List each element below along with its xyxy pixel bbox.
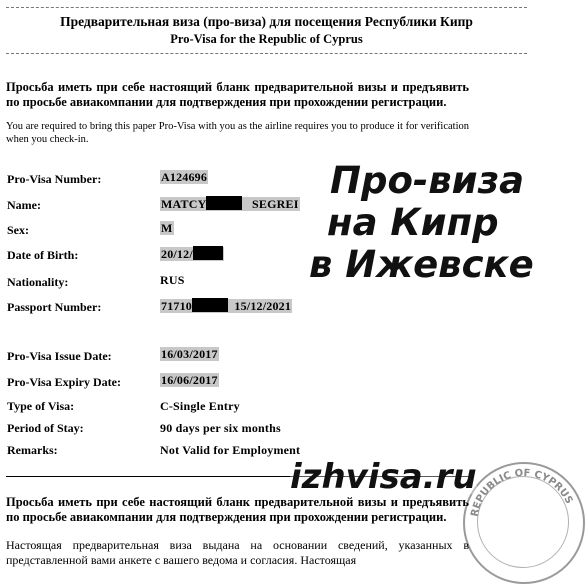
redaction-bar — [206, 196, 242, 210]
field-value-nationality: RUS — [160, 273, 185, 287]
field-value-issue-date — [160, 347, 219, 362]
field-label-issue-date: Pro-Visa Issue Date: — [7, 349, 112, 363]
overlay-line-2: на Кипр — [327, 201, 499, 244]
field-value-dob — [160, 246, 224, 262]
document-title-en: Pro-Visa for the Republic of Cyprus — [170, 32, 363, 46]
field-value-remarks: Not Valid for Employment — [160, 443, 301, 457]
sex-value: M — [161, 221, 173, 235]
stamp-ring-text — [465, 464, 583, 582]
overlay-line-1: Про-виза — [330, 159, 525, 202]
name-part-1: MATCY — [161, 197, 207, 211]
document-title-ru: Предварительная виза (про-виза) для посещения Республики Кипр — [60, 14, 473, 29]
field-label-period: Period of Stay: — [7, 421, 84, 435]
passport-expiry: 15/12/2021 — [234, 299, 292, 313]
svg-text:REPUBLIC OF CYPRUS — [469, 468, 574, 518]
field-label-nationality: Nationality: — [7, 275, 69, 289]
passport-number: 71710 — [161, 299, 192, 313]
issue-date: 16/03/2017 — [161, 347, 218, 361]
field-label-visa-type: Type of Visa: — [7, 399, 75, 413]
redaction-bar — [193, 246, 223, 260]
field-label-passport: Passport Number: — [7, 300, 102, 314]
header-dashed-rule — [6, 53, 527, 54]
field-label-number: Pro-Visa Number: — [7, 172, 102, 186]
field-label-name: Name: — [7, 198, 41, 212]
notice-bottom-ru: Просьба иметь при себе настоящий бланк предварительной визы и предъявить по просьбе авиакомпании для подтверждения при прохождении регистрации. — [6, 495, 469, 524]
field-value-visa-type: C-Single Entry — [160, 399, 240, 413]
dob-value: 20/12/ — [161, 247, 193, 261]
overlay-line-3: в Ижевске — [309, 243, 534, 286]
top-dashed-rule — [6, 7, 527, 8]
pro-visa-number: A124696 — [161, 170, 208, 184]
field-value-expiry-date — [160, 373, 219, 388]
field-label-remarks: Remarks: — [7, 443, 58, 457]
field-label-expiry-date: Pro-Visa Expiry Date: — [7, 375, 121, 389]
field-value-number — [160, 170, 208, 185]
overlay-website: izhvisa.ru — [290, 457, 477, 497]
name-part-2: SEGREI — [252, 197, 299, 211]
notice-top-en: You are required to bring this paper Pro-Visa with you as the airline requires you to produce it for verification when you check-in. — [6, 121, 469, 145]
field-value-sex — [160, 221, 174, 236]
field-label-sex: Sex: — [7, 223, 29, 237]
field-value-passport — [160, 298, 292, 314]
redaction-bar — [192, 298, 228, 312]
official-stamp — [463, 462, 585, 584]
notice-top-ru: Просьба иметь при себе настоящий бланк предварительной визы и предъявить по просьбе авиакомпании для подтверждения при прохождении регистрации. — [6, 80, 469, 109]
field-value-name — [160, 196, 300, 212]
expiry-date: 16/06/2017 — [161, 373, 218, 387]
stamp-text: REPUBLIC OF CYPRUS — [469, 467, 575, 518]
notice-bottom-ru-2: Настоящая предварительная виза выдана на основании сведений, указанных в представленной вами анкете с вашего ведома и согласия. Настоящая — [6, 538, 469, 567]
field-label-dob: Date of Birth: — [7, 248, 79, 262]
field-value-period: 90 days per six months — [160, 421, 281, 435]
